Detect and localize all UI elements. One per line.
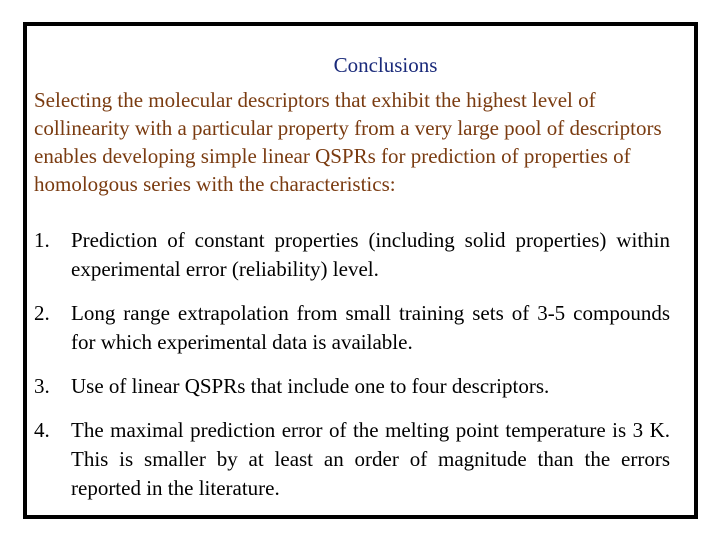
conclusions-list (34, 226, 670, 503)
list-item (34, 372, 670, 401)
list-item-number: 2. (34, 301, 50, 325)
list-item (34, 299, 670, 357)
list-item-number: 3. (34, 374, 50, 398)
list-item-text: Long range extrapolation from small training sets of 3-5 compounds for which experimental data is available. (71, 301, 670, 354)
slide-frame (23, 22, 698, 519)
list-item (34, 416, 670, 503)
list-item-text: Use of linear QSPRs that include one to four descriptors. (71, 374, 550, 398)
list-item-text: Prediction of constant properties (including solid properties) within experimental error (reliability) level. (71, 228, 670, 281)
intro-paragraph: Selecting the molecular descriptors that exhibit the highest level of collinearity with a particular property from a very large pool of descriptors enables developing simple linear QSPRs for prediction of properties of homologous series with the characteristics: (34, 88, 662, 196)
list-item (34, 226, 670, 284)
list-item-number: 1. (34, 228, 50, 252)
list-item-number: 4. (34, 418, 50, 442)
list-item-text: The maximal prediction error of the melting point temperature is 3 K. This is smaller by at least an order of magnitude than the errors reported in the literature. (71, 418, 670, 500)
slide-title: Conclusions (333, 53, 438, 77)
